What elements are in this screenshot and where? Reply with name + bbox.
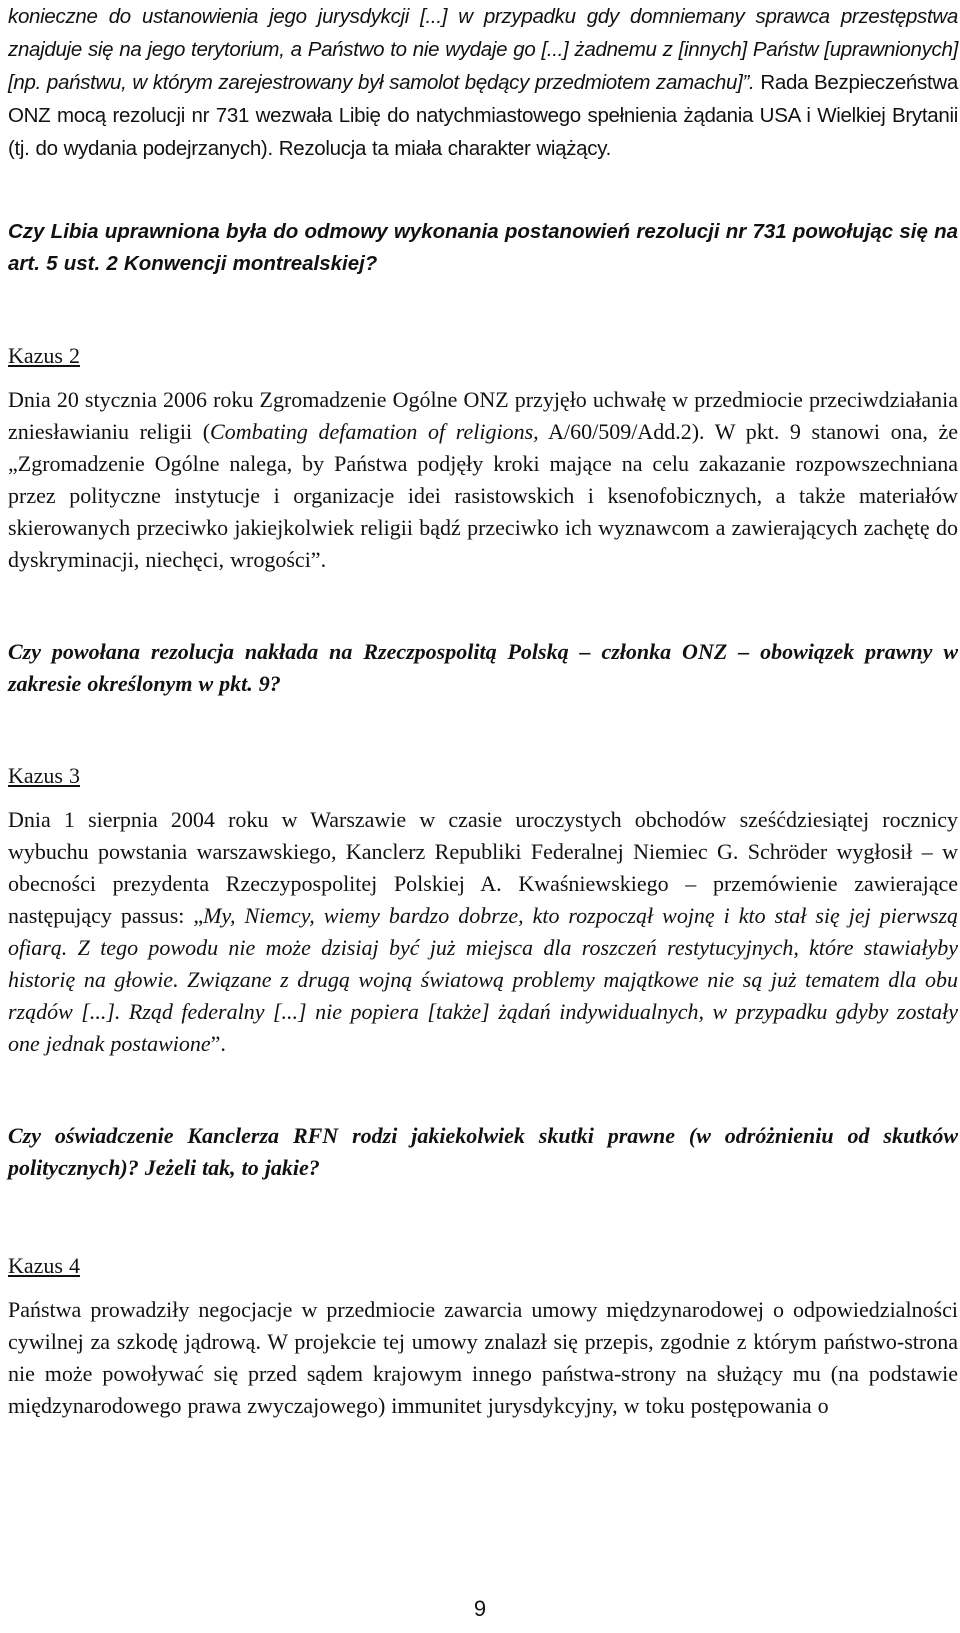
kazus-3-heading: Kazus 3 bbox=[8, 763, 80, 788]
kazus-2-text-b: A/60/509/Add.2). W pkt. 9 stanowi ona, że „Zgromadzenie Ogólne nalega, by Państwa podjęły kroki mające na celu zakazanie rozpowszechniana przez polityczne instytucje i organizacje idei rasistowskich i ksenofobicznych, a także materiałów skierowanych przeciwko jakiejkolwiek religii bądź przeciwko ich wyznawcom a zawierających zachętę do dyskryminacji, niechęci, wrogości”. bbox=[8, 419, 959, 572]
kazus-3-quote: My, Niemcy, wiemy bardzo dobrze, kto rozpoczął wojnę i kto stał się jej pierwszą ofiarą. Z tego powodu nie może dzisiaj być już miejsca dla roszczeń restytucyjnych, które stawiałyby historię na głowie. Związane z drugą wojną światową problemy majątkowe nie są już tematem dla obu rządów [...]. Rząd federalny [...] nie popiera [także] żądań indywidualnych, w przypadku gdyby zostały one jednak postawione bbox=[8, 903, 959, 1056]
kazus-2-text-a: Dnia 20 stycznia 2006 roku Zgromadzenie Ogólne ONZ przyjęło uchwałę w przedmiocie przeciwdziałania zniesławianiu religii ( bbox=[8, 387, 958, 444]
kazus-3-question: Czy oświadczenie Kanclerza RFN rodzi jakiekolwiek skutki prawne (w odróżnieniu od skutków politycznych)? Jeżeli tak, to jakie? bbox=[8, 1123, 958, 1180]
kazus-3-text-b: ”. bbox=[210, 1031, 226, 1056]
kazus-2-text bbox=[8, 384, 958, 576]
page-number: 9 bbox=[473, 1596, 487, 1621]
continuation-paragraph bbox=[8, 0, 958, 165]
kazus-2-resolution-title: Combating defamation of religions, bbox=[210, 419, 539, 444]
kazus-3-text-a: Dnia 1 sierpnia 2004 roku w Warszawie w czasie uroczystych obchodów sześćdziesiątej rocznicy wybuchu powstania warszawskiego, Kanclerz Republiki Federalnej Niemiec G. Schröder wygłosił – w obecności prezydenta Rzeczypospolitej Polskiej A. Kwaśniewskiego – przemówienie zawierające następujący passus: „ bbox=[8, 807, 958, 928]
continuation-text: Rada Bezpieczeństwa ONZ mocą rezolucji nr 731 wezwała Libię do natychmiastowego spełnienia żądania USA i Wielkiej Brytanii (tj. do wydania podejrzanych). Rezolucja ta miała charakter wiążący. bbox=[8, 71, 958, 160]
kazus-2-question: Czy powołana rezolucja nakłada na Rzeczpospolitą Polską – członka ONZ – obowiązek prawny w zakresie określonym w pkt. 9? bbox=[8, 639, 958, 696]
kazus-4-heading: Kazus 4 bbox=[8, 1253, 80, 1278]
kazus-2-heading: Kazus 2 bbox=[8, 343, 80, 368]
kazus-3-text bbox=[8, 804, 958, 1060]
kazus-4-text: Państwa prowadziły negocjacje w przedmiocie zawarcia umowy międzynarodowej o odpowiedzialności cywilnej za szkodę jądrową. W projekcie tej umowy znalazł się przepis, zgodnie z którym państwo-strona nie może powoływać się przed sądem krajowym innego państwa-strony na służący mu (na podstawie międzynarodowego prawa zwyczajowego) immunitet jurysdykcyjny, w toku postępowania o bbox=[8, 1297, 958, 1418]
question-1: Czy Libia uprawniona była do odmowy wykonania postanowień rezolucji nr 731 powołując się na art. 5 ust. 2 Konwencji montrealskiej? bbox=[8, 220, 958, 275]
continuation-italic-quote: konieczne do ustanowienia jego jurysdykcji [...] w przypadku gdy domniemany sprawca przestępstwa znajduje się na jego terytorium, a Państwo to nie wydaje go [...] żadnemu z [innych] Państw [uprawnionych] [np. państwu, w którym zarejestrowany był samolot będący przedmiotem zamachu]”. bbox=[8, 5, 958, 94]
